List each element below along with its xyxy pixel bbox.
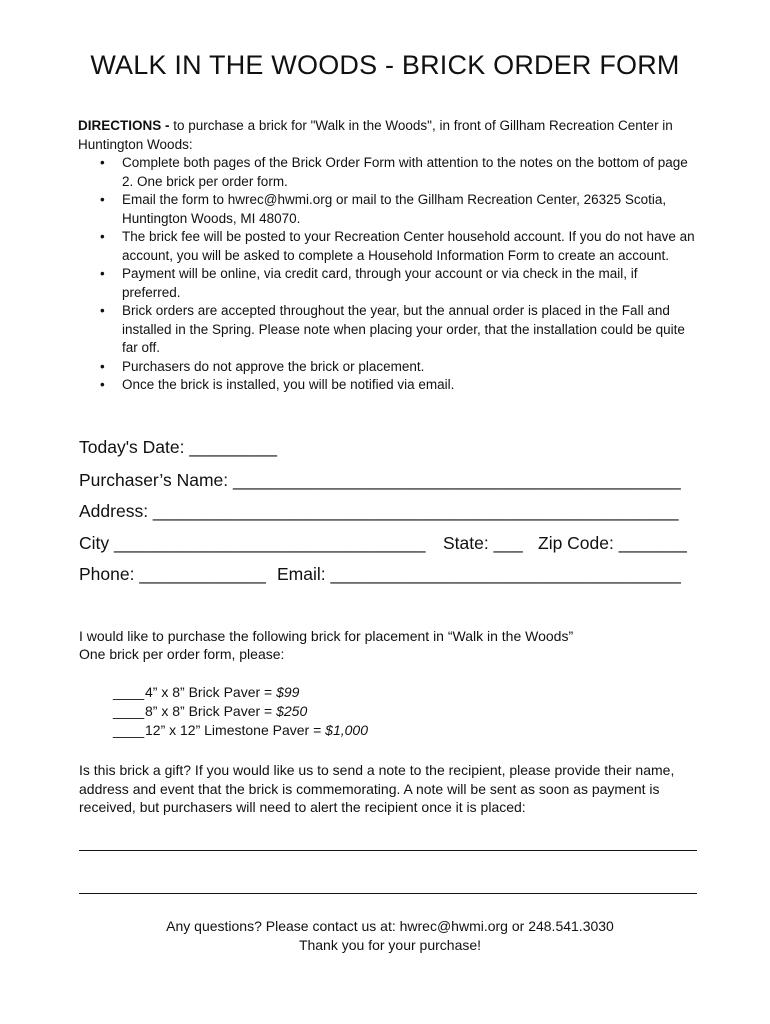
purchase-intro [79, 627, 699, 663]
gift-note-line[interactable] [79, 893, 697, 894]
option-blank[interactable]: ____ [113, 684, 145, 700]
purchaser-name-field[interactable]: Purchaser’s Name: ______________________________________________ [79, 470, 681, 490]
directions-item: • Payment will be online, via credit card, through your account or via check in the mail, if preferred. [122, 265, 698, 302]
directions-intro-text: to purchase a brick for "Walk in the Woods", in front of Gillham Recreation Center in Huntington Woods: [78, 118, 673, 152]
brick-option-8x8[interactable] [113, 702, 368, 721]
email-field[interactable]: Email: ____________________________________ [277, 564, 681, 584]
phone-field[interactable]: Phone: _____________ [79, 564, 266, 584]
directions-item: • Email the form to hwrec@hwmi.org or mail to the Gillham Recreation Center, 26325 Scotia, Huntington Woods, MI 48070. [122, 191, 698, 228]
option-label: 12” x 12” Limestone Paver = [145, 722, 326, 738]
option-label: 4” x 8” Brick Paver = [145, 684, 277, 700]
gift-note-instructions: Is this brick a gift? If you would like us to send a note to the recipient, please provide their name, address and event that the brick is commemorating. A note will be sent as soon as payment is received, but purchasers will need to alert the recipient once it is placed: [79, 762, 675, 815]
address-field[interactable]: Address: ______________________________________________________ [79, 501, 679, 521]
option-price: $99 [276, 684, 300, 700]
option-blank[interactable]: ____ [113, 722, 145, 738]
contact-line: Any questions? Please contact us at: hwrec@hwmi.org or 248.541.3030 [166, 918, 614, 934]
brick-option-12x12[interactable] [113, 721, 368, 740]
directions-item: • The brick fee will be posted to your Recreation Center household account. If you do not have an account, you will be asked to complete a Household Information Form to create an account. [122, 228, 698, 265]
directions-item: • Once the brick is installed, you will be notified via email. [122, 376, 698, 395]
brick-option-4x8[interactable] [113, 683, 368, 702]
city-field[interactable]: City ________________________________ [79, 533, 426, 553]
directions-list [78, 154, 698, 395]
option-blank[interactable]: ____ [113, 703, 145, 719]
directions-intro [78, 117, 698, 154]
brick-options [113, 683, 368, 740]
page-title: WALK IN THE WOODS - BRICK ORDER FORM [90, 50, 680, 80]
thank-you-line: Thank you for your purchase! [298, 937, 482, 953]
zip-code-field[interactable]: Zip Code: _______ [538, 533, 687, 553]
todays-date-field[interactable]: Today's Date: _________ [79, 437, 277, 457]
option-price: $1,000 [325, 722, 368, 738]
directions-label: DIRECTIONS - [78, 118, 170, 133]
footer [0, 917, 770, 955]
directions-item: • Brick orders are accepted throughout the year, but the annual order is placed in the Fall and installed in the Spring. Please note when placing your order, that the installation could be quite far off. [122, 302, 698, 358]
option-price: $250 [276, 703, 308, 719]
directions-item: • Complete both pages of the Brick Order Form with attention to the notes on the bottom of page 2. One brick per order form. [122, 154, 698, 191]
purchase-line: I would like to purchase the following brick for placement in “Walk in the Woods” [79, 628, 574, 644]
directions-section [78, 117, 698, 395]
directions-item: • Purchasers do not approve the brick or placement. [122, 358, 698, 377]
state-field[interactable]: State: ___ [443, 533, 523, 553]
purchase-line: One brick per order form, please: [79, 646, 285, 662]
option-label: 8” x 8” Brick Paver = [145, 703, 277, 719]
gift-note-line[interactable] [79, 850, 697, 851]
